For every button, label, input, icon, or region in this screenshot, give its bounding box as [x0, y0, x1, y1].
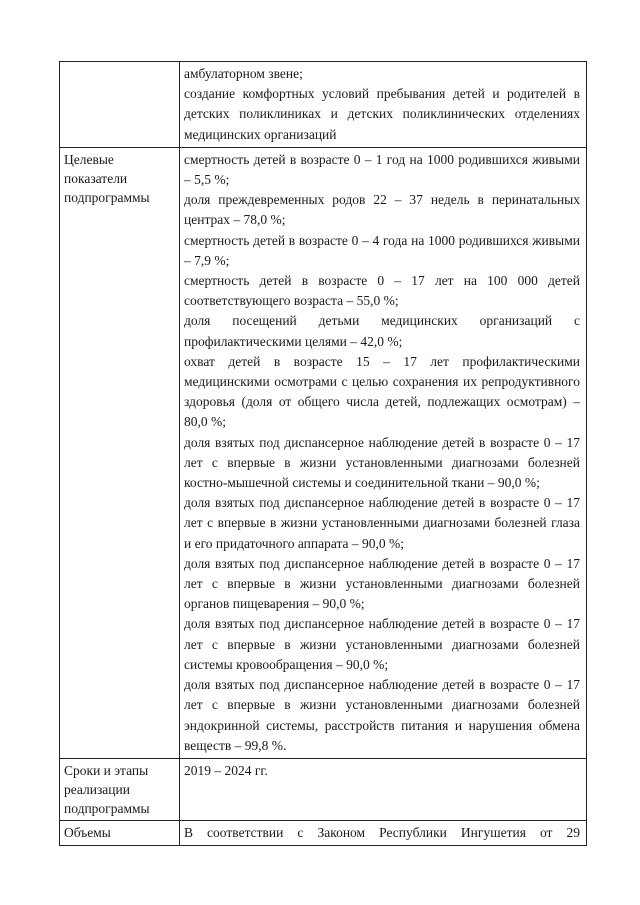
indicator-item: доля взятых под диспансерное наблюдение детей в возрасте 0 – 17 лет с впервые в жизни установленными диагнозами болезней органов пищеварения – 90,0 %;: [184, 555, 580, 612]
row-content: [180, 758, 587, 820]
row-continuation: [60, 62, 587, 148]
row-content: [180, 62, 587, 148]
row-content: [180, 820, 587, 845]
indicator-item: доля взятых под диспансерное наблюдение детей в возрасте 0 – 17 лет с впервые в жизни установленными диагнозами болезней эндокринной системы, расстройств питания и нарушения обмена веществ – 99,8 %.: [184, 677, 580, 753]
indicator-item: доля посещений детьми медицинских организаций с профилактическими целями – 42,0 %;: [184, 313, 580, 349]
content-paragraph: амбулаторном звене;: [184, 66, 303, 81]
indicator-item: смертность детей в возрасте 0 – 1 год на 1000 родившихся живыми – 5,5 %;: [184, 151, 580, 188]
indicator-item: доля взятых под диспансерное наблюдение детей в возрасте 0 – 17 лет с впервые в жизни установленными диагнозами болезней глаза и его придаточного аппарата – 90,0 %;: [184, 495, 580, 551]
indicator-item: доля преждевременных родов 22 – 37 недель в перинатальных центрах – 78,0 %;: [184, 192, 580, 228]
program-passport-table: [59, 61, 587, 846]
row-target-indicators: [60, 147, 587, 758]
row-timeline: [60, 758, 587, 820]
row-label: Объемы: [60, 820, 180, 845]
row-funding-volume: [60, 820, 587, 845]
indicator-item: смертность детей в возрасте 0 – 4 года на 1000 родившихся живыми – 7,9 %;: [184, 232, 580, 268]
row-label: Целевые показатели подпрограммы: [60, 147, 180, 758]
funding-text: В соответствии с Законом Республики Ингушетия от 29: [184, 824, 580, 840]
row-label: [60, 62, 180, 148]
indicator-item: доля взятых под диспансерное наблюдение детей в возрасте 0 – 17 лет с впервые в жизни установленными диагнозами болезней системы кровообращения – 90,0 %;: [184, 616, 580, 672]
row-content: [180, 147, 587, 758]
indicator-item: доля взятых под диспансерное наблюдение детей в возрасте 0 – 17 лет с впервые в жизни установленными диагнозами болезней костно-мышечной системы и соединительной ткани – 90,0 %;: [184, 434, 580, 491]
row-label: Сроки и этапы реализации подпрограммы: [60, 758, 180, 820]
indicator-item: смертность детей в возрасте 0 – 17 лет на 100 000 детей соответствующего возраста – 55,0 %;: [184, 273, 580, 309]
timeline-value: 2019 – 2024 гг.: [184, 762, 268, 778]
indicator-item: охват детей в возрасте 15 – 17 лет профилактическими медицинскими осмотрами с целью сохранения их репродуктивного здоровья (доля от общего числа детей, подлежащих осмотрам) – 80,0 %;: [184, 353, 580, 430]
content-paragraph: создание комфортных условий пребывания детей и родителей в детских поликлиниках и детских поликлинических отделениях медицинских организаций: [184, 86, 580, 142]
